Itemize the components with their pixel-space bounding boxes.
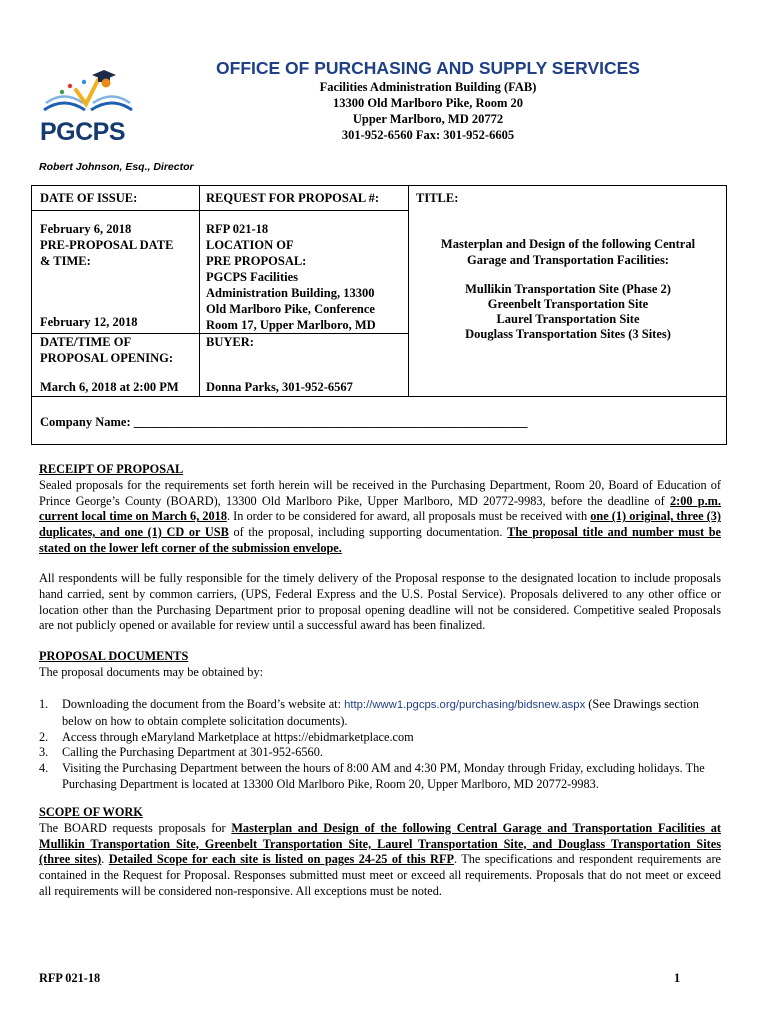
site-name: Greenbelt Transportation Site	[487, 297, 649, 311]
receipt-section	[39, 462, 721, 557]
location-line: Administration Building, 13300	[206, 286, 375, 300]
location-line: PGCPS Facilities	[206, 270, 298, 284]
scope-title: Masterplan and Design of the following Central Garage and Transportation Facilities at Mullikin Transportation Site, Greenbelt Transportation Site, Laurel Transportation Site, and Douglass Transportation Sites (three sites)	[39, 820, 721, 867]
opening-label-cont: PROPOSAL OPENING:	[40, 351, 173, 365]
footer-rfp-number: RFP 021-18	[39, 971, 101, 985]
site-name: Mullikin Transportation Site (Phase 2)	[465, 282, 671, 296]
documents-intro: The proposal documents may be obtained by:	[39, 664, 264, 679]
date-of-issue-value: February 6, 2018	[40, 222, 132, 236]
title-line: Masterplan and Design of the following Central	[440, 237, 696, 251]
site-name: Laurel Transportation Site	[496, 312, 640, 326]
table-divider	[199, 186, 200, 396]
deadline-text: 2:00 p.m. current local time on March 6, 2018	[39, 493, 721, 524]
pre-proposal-date: February 12, 2018	[40, 315, 138, 329]
table-divider	[32, 396, 726, 397]
documents-section	[39, 649, 721, 681]
company-name-blank: _______________________________________________________________	[133, 415, 528, 429]
copies-required: one (1) original, three (3) duplicates, and one (1) CD or USB	[39, 509, 721, 540]
office-title: OFFICE OF PURCHASING AND SUPPLY SERVICES	[216, 58, 640, 78]
location-line: Old Marlboro Pike, Conference	[206, 302, 375, 316]
scope-paragraph: The BOARD requests proposals for Masterplan and Design of the following Central Garage and Transportation Facilities at Mullikin Transportation Site, Greenbelt Transportation Site, Laurel Transportation Site, and Douglass Transportation Sites (three sites). Detailed Scope for each site is listed on pages 24-25 of this RFP. The specifications and respondent requirements are contained in the Request for Proposal. Responses submitted must meet or exceed all requirements. Proposals that do not meet or exceed all requirements will be considered non-responsive. All exceptions must be noted.	[39, 820, 721, 898]
logo-wordmark: PGCPS	[40, 118, 126, 146]
site-name: Douglass Transportation Sites (3 Sites)	[465, 327, 671, 341]
table-divider	[32, 210, 408, 211]
pre-proposal-label: PRE-PROPOSAL DATE	[40, 238, 174, 252]
rfp-info-table	[31, 185, 727, 445]
buyer-label: BUYER:	[206, 335, 254, 349]
opening-label: DATE/TIME OF	[40, 335, 132, 349]
location-line: PRE PROPOSAL:	[206, 254, 307, 268]
buyer-value: Donna Parks, 301-952-6567	[206, 380, 353, 394]
pgcps-logo	[38, 70, 138, 150]
receipt-heading: RECEIPT OF PROPOSAL	[39, 462, 184, 476]
scope-detail: Detailed Scope for each site is listed on pages 24-25 of this RFP	[108, 852, 454, 867]
list-item: 1. Downloading the document from the Board’s website at: http://www1.pgcps.org/purchasing/bidsnew.aspx (See Drawings section below on how to obtain complete solicitation documents).	[39, 697, 699, 728]
list-item: 4. Visiting the Purchasing Department between the hours of 8:00 AM and 4:30 PM, Monday through Friday, excluding holidays. The Purchasing Department is located at 13300 Old Marlboro Pike, Room 20, Upper Marlboro, MD 20772-9983.	[39, 761, 705, 791]
address-city: Upper Marlboro, MD 20772	[352, 112, 504, 126]
delivery-paragraph: All respondents will be fully responsible for the timely delivery of the Proposal response to the designated location to include proposals hand carried, sent by common carriers, (UPS, Federal Express and the U.S. Postal Service). Proposals delivered to any other office or location other than the Purchasing Department prior to proposal opening deadline will not be considered. Competitive sealed Proposals are not publicly opened or available for review until a successful award has been finalized.	[39, 571, 721, 633]
documents-heading: PROPOSAL DOCUMENTS	[39, 649, 189, 663]
pre-proposal-label-cont: & TIME:	[40, 254, 91, 268]
address-phone-fax: 301-952-6560 Fax: 301-952-6605	[341, 128, 515, 142]
scope-heading: SCOPE OF WORK	[39, 805, 143, 819]
director-name: Robert Johnson, Esq., Director	[39, 161, 194, 173]
company-name-label: Company Name:	[40, 415, 131, 429]
list-item: 2. Access through eMaryland Marketplace at https://ebidmarketplace.com	[39, 729, 414, 744]
scope-section	[39, 805, 721, 900]
bids-website-link[interactable]: http://www1.pgcps.org/purchasing/bidsnew.aspx	[344, 699, 586, 711]
page-number: 1	[674, 971, 681, 985]
documents-list	[39, 697, 721, 793]
opening-date: March 6, 2018 at 2:00 PM	[40, 380, 179, 394]
location-line: Room 17, Upper Marlboro, MD	[206, 318, 376, 332]
rfp-number-value: RFP 021-18	[206, 222, 269, 236]
logo-emblem-icon	[38, 70, 138, 122]
company-name-field[interactable]	[40, 414, 528, 430]
date-of-issue-label: DATE OF ISSUE:	[40, 191, 138, 205]
location-line: LOCATION OF	[206, 238, 294, 252]
address-building: Facilities Administration Building (FAB)	[319, 80, 537, 94]
rfp-number-label: REQUEST FOR PROPOSAL #:	[206, 191, 380, 205]
title-label: TITLE:	[416, 191, 459, 205]
receipt-paragraph: Sealed proposals for the requirements set forth herein will be received in the Purchasing Department, Room 20, Board of Education of Prince George’s County (BOARD), 13300 Old Marlboro Pike, Upper Marlboro, MD 20772-9983, before the deadline of 2:00 p.m. current local time on March 6, 2018. In order to be considered for award, all proposals must be received with one (1) original, three (3) duplicates, and one (1) CD or USB of the proposal, including supporting documentation. The proposal title and number must be stated on the lower left corner of the submission envelope.	[39, 477, 721, 555]
address-street: 13300 Old Marlboro Pike, Room 20	[332, 96, 524, 110]
list-item: 3. Calling the Purchasing Department at 301-952-6560.	[39, 745, 323, 760]
title-line: Garage and Transportation Facilities:	[467, 253, 669, 267]
envelope-note: The proposal title and number must be stated on the lower left corner of the submission envelope.	[39, 525, 721, 555]
